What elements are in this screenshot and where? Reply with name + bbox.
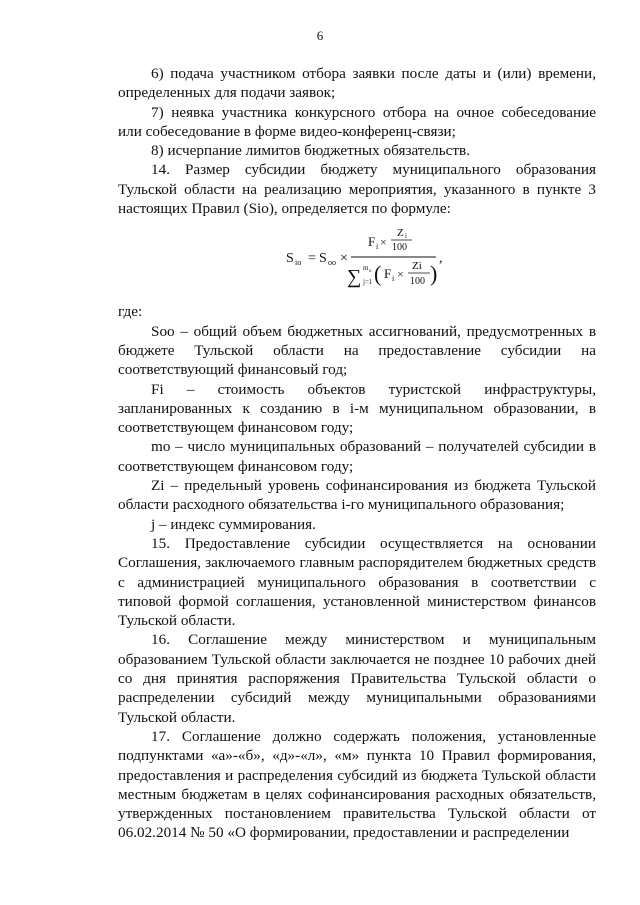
paragraph-17: 17. Соглашение должно содержать положения, установленные подпунктами «а»-«б», «д»-«л», «м» пункта 10 Правил формирования, предоставления и распределения субсидий из бюджета Тульской области местным бюджетам в целях софинансирования расходных обязательств, утвержденных постановлением правительства Тульской области от 06.02.2014 № 50 «О формировании, предоставлении и распределении: [118, 727, 596, 842]
formula-equals: =: [308, 251, 316, 267]
formula-sigma-sub: j=1: [363, 278, 373, 287]
formula-lhs-sub: io: [295, 258, 302, 268]
formula-lhs: S: [286, 251, 294, 267]
where-label: где:: [118, 303, 143, 321]
definition-zi: Zi – предельный уровень софинансирования из бюджета Тульской области расходного обязательства i-го муниципального образования;: [118, 477, 596, 514]
formula-num-z-sub: i: [405, 232, 407, 241]
formula-den-times: ×: [397, 267, 404, 282]
formula-num-f-sub: i: [376, 242, 379, 252]
definition-j: j – индекс суммирования.: [151, 515, 316, 533]
paragraph-item-7: 7) неявка участника конкурсного отбора на очное собеседование или собеседование в форме видео-конференц-связи;: [118, 103, 596, 140]
page-number: 6: [316, 28, 324, 43]
formula-sigma: ∑: [347, 266, 362, 289]
definition-mo: mo – число муниципальных образований – получателей субсидии в соответствующем финансовом году;: [118, 438, 596, 475]
formula-sigma-sup-sub: o: [369, 269, 372, 275]
subsidy-formula: [118, 222, 596, 296]
definition-fi: Fi – стоимость объектов туристской инфраструктуры, запланированных к созданию в i-м муниципальном образовании, в соответствующем финансовом году;: [118, 380, 596, 437]
formula-comma: ,: [439, 251, 443, 267]
subsidy-formula-svg: [118, 222, 596, 296]
formula-den-f: F: [384, 266, 392, 282]
formula-paren-open: (: [374, 261, 382, 287]
paragraph-15: 15. Предоставление субсидии осуществляется на основании Соглашения, заключаемого главным распорядителем бюджетных средств с администрацией муниципального образования в соответствии с типовой формой соглашения, установленной министерством финансов Тульской области.: [118, 534, 596, 630]
formula-paren-close: ): [430, 261, 438, 287]
paragraph-14: 14. Размер субсидии бюджету муниципального образования Тульской области на реализацию мероприятия, указанного в пункте 3 настоящих Правил (Sio), определяется по формуле:: [118, 161, 596, 218]
formula-times-main: ×: [340, 251, 348, 267]
formula-s-oo: S: [319, 251, 327, 267]
formula-sigma-sup: m: [363, 264, 369, 273]
definition-soo: Soo – общий объем бюджетных ассигнований, предусмотренных в бюджете Тульской области на предоставление субсидии на соответствующий финансовый год;: [118, 322, 596, 379]
formula-den-hundred: 100: [410, 276, 425, 288]
formula-num-z: Z: [397, 227, 404, 240]
formula-den-zi: Zi: [412, 260, 422, 273]
formula-den-f-sub: i: [392, 274, 395, 284]
paragraph-16: 16. Соглашение между министерством и муниципальным образованием Тульской области заключается не позднее 10 рабочих дней со дня принятия распоряжения Правительства Тульской области о распределении субсидий между муниципальными образованиями Тульской области.: [118, 631, 596, 726]
formula-num-hundred: 100: [392, 242, 407, 254]
formula-num-f: F: [368, 234, 376, 250]
paragraph-item-6: 6) подача участником отбора заявки после даты и (или) времени, определенных для подачи заявок;: [118, 65, 596, 102]
paragraph-item-8: 8) исчерпание лимитов бюджетных обязательств.: [151, 142, 471, 160]
document-body: [118, 64, 596, 843]
formula-s-oo-sub: oo: [328, 258, 336, 268]
formula-num-times: ×: [380, 235, 387, 250]
